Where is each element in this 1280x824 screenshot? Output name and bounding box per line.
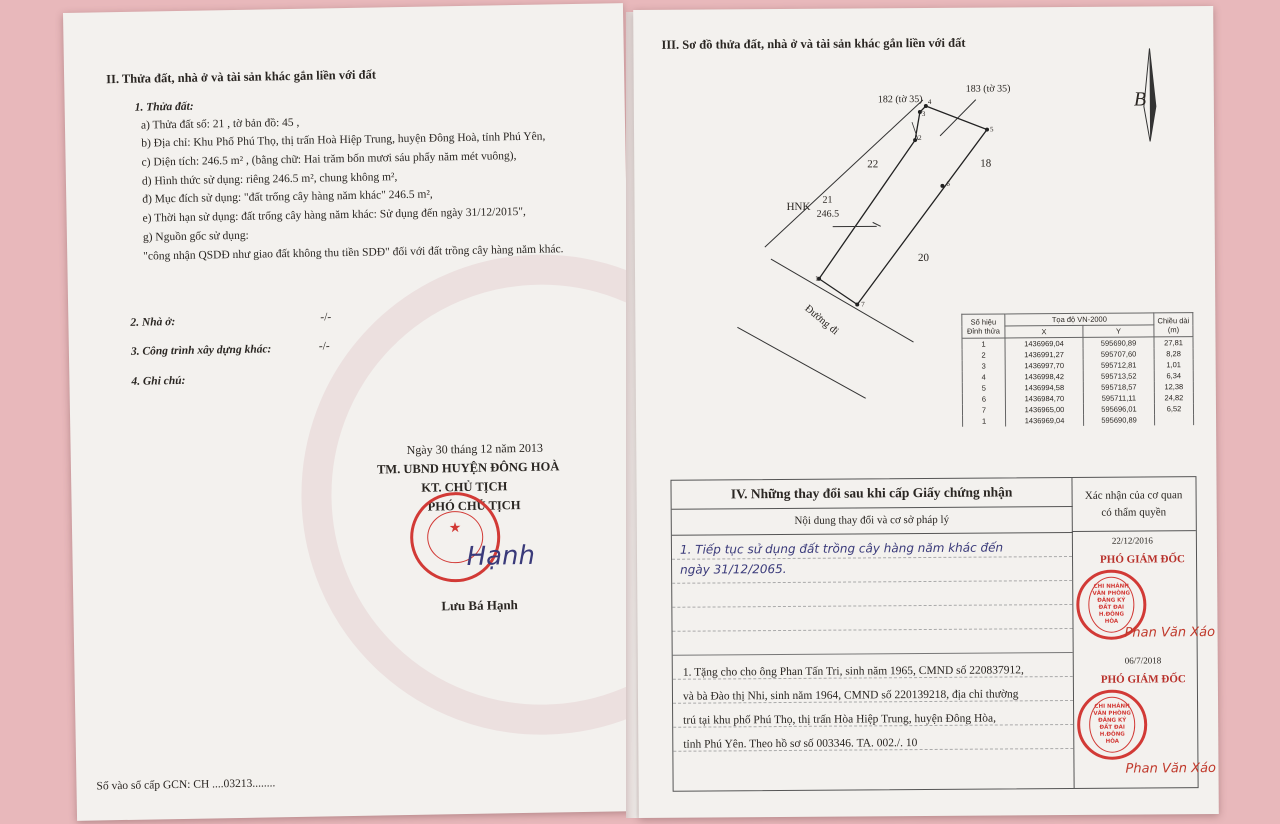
rule xyxy=(673,628,1073,632)
changes-title: IV. Những thay đổi sau khi cấp Giấy chứng nhận xyxy=(671,478,1072,510)
field-a: a) Thửa đất số: 21 , tờ bản đồ: 45 , xyxy=(140,116,300,132)
north-label: B xyxy=(1133,88,1147,111)
verify-1-date: 22/12/2016 xyxy=(1111,535,1153,546)
coord-cell-point: 1 xyxy=(963,415,1006,426)
verify-1-name: Phan Văn Xáo xyxy=(1124,624,1216,641)
coord-cell-length: 1,01 xyxy=(1154,359,1193,370)
coord-cell-y: 595707,60 xyxy=(1083,348,1154,359)
change-entry-2-line3: trú tại khu phố Phú Thọ, thị trấn Hòa Hiệp Trung, huyện Đông Hòa, xyxy=(683,712,997,727)
parcel-area: 246.5 xyxy=(816,208,840,220)
coord-cell-point: 3 xyxy=(962,360,1005,371)
vertex-1: 1 xyxy=(815,274,819,283)
change-entry-2-line2: và bà Đào thị Nhi, sinh năm 1964, CMND số 220139218, địa chỉ thường xyxy=(682,688,1019,703)
coord-header-length: Chiều dài (m) xyxy=(1154,313,1193,337)
road-label: Đường đi xyxy=(802,303,841,338)
official-stamp-right-2 xyxy=(1077,689,1147,759)
vertex-2: 2 xyxy=(918,134,922,143)
field-g-value: "công nhận QSDĐ như giao đất không thu tiền SDĐ" đối với đất trồng cây hàng năm khác. xyxy=(143,243,564,263)
changes-col-confirm-line2: có thẩm quyền xyxy=(1101,506,1167,519)
coord-cell-point: 4 xyxy=(962,371,1005,382)
change-entry-1-line2: ngày 31/12/2065. xyxy=(680,561,787,577)
changes-section xyxy=(670,476,1217,792)
note-label: 4. Ghi chú: xyxy=(131,374,186,388)
field-e: e) Thời hạn sử dụng: đất trống cây hàng năm khác: Sử dụng đến ngày 31/12/2015", xyxy=(142,205,526,225)
official-stamp-left: ★ xyxy=(409,491,501,583)
coord-cell-length: 6,34 xyxy=(1154,370,1193,381)
coord-cell-x: 1436994,58 xyxy=(1005,382,1083,394)
house-label: 2. Nhà ở: xyxy=(130,316,176,329)
certificate-right-page xyxy=(633,6,1219,818)
field-g: g) Nguồn gốc sử dụng: xyxy=(142,229,249,244)
neighbor-20: 20 xyxy=(917,251,929,265)
section-ii-title: II. Thửa đất, nhà ở và tài sản khác gắn liền với đất xyxy=(106,67,377,87)
works-label: 3. Công trình xây dựng khác: xyxy=(130,343,272,358)
verify-1-title: PHÓ GIÁM ĐỐC xyxy=(1099,553,1186,566)
coordinate-row xyxy=(963,414,1194,427)
field-d: d) Hình thức sử dụng: riêng 246.5 m², chung không m², xyxy=(141,171,398,188)
coord-cell-point: 7 xyxy=(962,404,1005,415)
coord-header-vn2000: Tọa độ VN-2000 xyxy=(1005,313,1154,326)
field-c: c) Diện tích: 246.5 m² , (bằng chữ: Hai trăm bốn mươi sáu phẩy năm mét vuông), xyxy=(141,150,517,169)
rule xyxy=(672,556,1072,560)
sign-kt: KT. CHỦ TỊCH xyxy=(421,479,508,495)
field-dd: đ) Mục đích sử dụng: "đất trống cây hàng năm khác" 246.5 m², xyxy=(142,188,433,206)
vertex-6: 6 xyxy=(946,179,950,188)
coord-cell-length: 8,28 xyxy=(1154,348,1193,359)
coord-header-y: Y xyxy=(1083,325,1154,337)
coord-cell-point: 1 xyxy=(962,338,1005,350)
coord-cell-y: 595712,81 xyxy=(1083,359,1154,370)
vertex-4: 4 xyxy=(927,97,932,106)
rule xyxy=(672,604,1072,608)
coord-cell-x: 1436969,04 xyxy=(1006,415,1084,427)
stamp-2-text: CHI NHÁNH VĂN PHÒNG ĐĂNG KÝ ĐẤT ĐAI H.ĐÔNG HÒA xyxy=(1089,697,1135,753)
coord-cell-y: 595713,52 xyxy=(1083,370,1154,381)
verify-2-name: Phan Văn Xáo xyxy=(1125,760,1217,777)
coord-cell-point: 5 xyxy=(962,382,1005,393)
change-entry-1-line1: 1. Tiếp tục sử dụng đất trồng cây hàng năm khác đến xyxy=(679,540,1004,557)
signature-left: Hạnh xyxy=(466,540,536,572)
signer-name: Lưu Bá Hạnh xyxy=(441,597,518,614)
neighbor-22: 22 xyxy=(867,158,879,171)
coord-cell-y: 595718,57 xyxy=(1083,381,1154,392)
verify-2-title: PHÓ GIÁM ĐỐC xyxy=(1100,673,1186,686)
coord-cell-y: 595711,11 xyxy=(1083,392,1154,403)
changes-col-confirm xyxy=(1071,477,1195,532)
house-value: -/- xyxy=(320,311,332,324)
coord-cell-y: 595690,89 xyxy=(1083,337,1154,349)
vertex-3: 3 xyxy=(921,109,926,119)
coord-cell-length xyxy=(1155,414,1194,425)
certificate-left-page xyxy=(63,3,637,821)
column-divider xyxy=(1072,532,1075,788)
section-iii-title: III. Sơ đồ thửa đất, nhà ở và tài sản khác gắn liền với đất xyxy=(661,35,966,52)
sign-title: PHÓ CHỦ TỊCH xyxy=(427,498,521,514)
coord-cell-length: 27,81 xyxy=(1154,337,1193,349)
coord-cell-x: 1436969,04 xyxy=(1005,337,1083,349)
works-value: -/- xyxy=(318,340,330,353)
parcel-diagram xyxy=(734,78,996,400)
verify-2-date: 06/7/2018 xyxy=(1124,655,1162,666)
coord-cell-length: 12,38 xyxy=(1154,381,1193,392)
coord-cell-length: 6,52 xyxy=(1154,403,1193,414)
coord-cell-y: 595690,89 xyxy=(1084,414,1155,425)
registry-number: Số vào sổ cấp GCN: CH ....03213........ xyxy=(96,777,276,793)
land-code: HNK xyxy=(786,200,811,213)
land-heading: 1. Thửa đất: xyxy=(134,100,194,114)
changes-col-content: Nội dung thay đổi và cơ sở pháp lý xyxy=(672,506,1073,536)
coord-cell-x: 1436997,70 xyxy=(1005,360,1083,372)
vertex-5: 5 xyxy=(990,125,994,134)
neighbor-18: 18 xyxy=(980,157,992,170)
coord-cell-y: 595696,01 xyxy=(1083,403,1154,414)
sign-org: TM. UBND HUYỆN ĐÔNG HOÀ xyxy=(376,459,560,477)
coord-cell-length: 24,82 xyxy=(1154,392,1193,403)
coord-cell-point: 2 xyxy=(962,349,1005,360)
changes-col-confirm-line1: Xác nhận của cơ quan xyxy=(1084,489,1183,502)
neighbor-183: 183 (tờ 35) xyxy=(965,83,1011,95)
coord-header-x: X xyxy=(1005,325,1083,338)
coord-cell-x: 1436965,00 xyxy=(1005,404,1083,416)
change-entry-2-line1: 1. Tặng cho cho ông Phan Tấn Tri, sinh năm 1965, CMND số 220837912, xyxy=(682,664,1024,679)
parcel-number: 21 xyxy=(822,194,833,206)
change-entry-2-line4: tỉnh Phú Yên. Theo hồ sơ số 003346. TA. 002./. 10 xyxy=(683,737,918,751)
coord-cell-point: 6 xyxy=(962,393,1005,404)
sign-date: Ngày 30 tháng 12 năm 2013 xyxy=(406,440,544,458)
field-b: b) Địa chỉ: Khu Phố Phú Thọ, thị trấn Hoà Hiệp Trung, huyện Đông Hoà, tỉnh Phú Yên, xyxy=(141,130,546,150)
coord-cell-x: 1436991,27 xyxy=(1005,349,1083,361)
coord-cell-x: 1436998,42 xyxy=(1005,371,1083,383)
rule xyxy=(673,652,1073,656)
coordinate-table xyxy=(961,312,1194,427)
neighbor-182: 182 (tờ 35) xyxy=(877,94,923,106)
stamp-1-text: CHI NHÁNH VĂN PHÒNG ĐĂNG KÝ ĐẤT ĐAI H.ĐÔNG HÒA xyxy=(1088,577,1134,633)
coord-cell-x: 1436984,70 xyxy=(1005,393,1083,405)
coord-header-point: Số hiệu Đỉnh thửa xyxy=(962,314,1005,338)
rule xyxy=(672,580,1072,584)
vertex-7: 7 xyxy=(861,300,865,309)
